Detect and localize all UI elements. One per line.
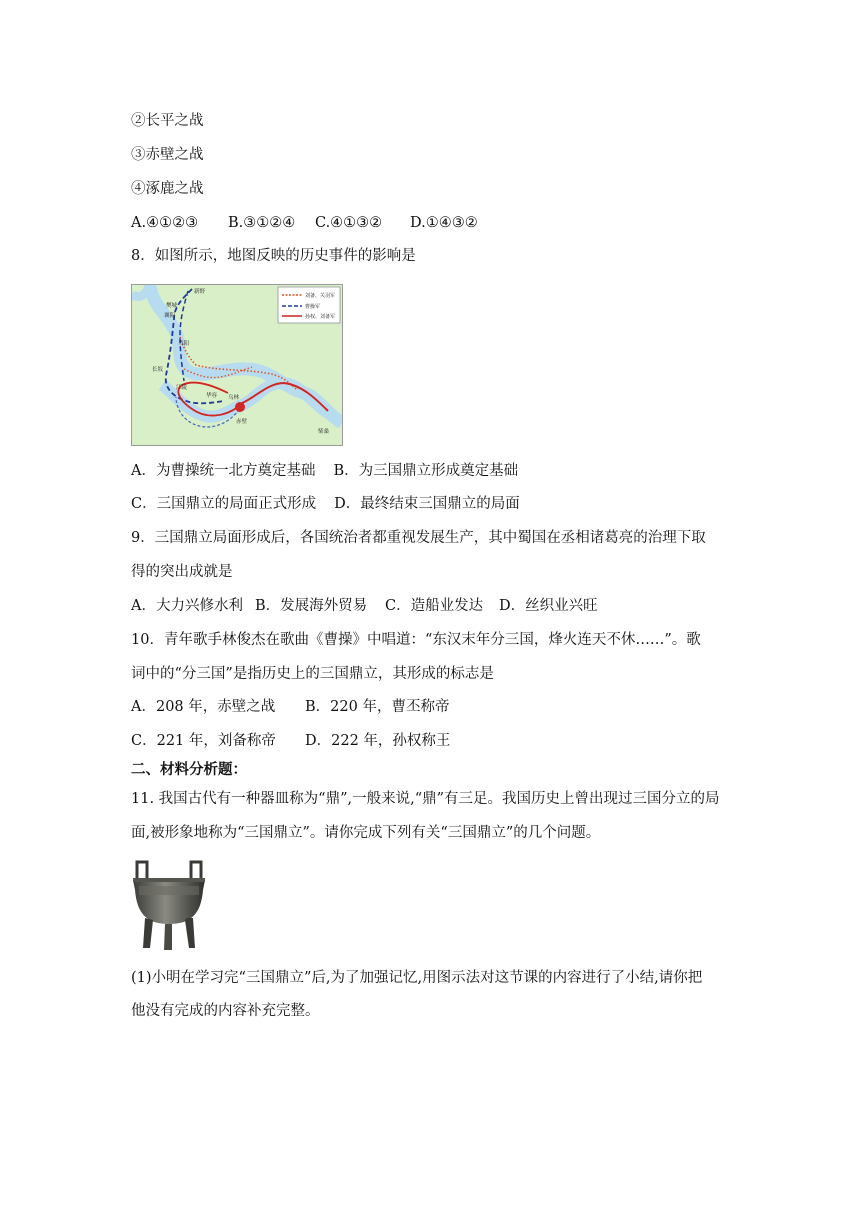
q8-option-row-1 bbox=[131, 461, 518, 481]
q9-option-c: C．造船业发达 bbox=[385, 598, 484, 614]
q8-option-c: C．三国鼎立的局面正式形成 bbox=[131, 496, 317, 512]
place-fancheng: 樊城 bbox=[166, 303, 178, 309]
upper-river bbox=[132, 285, 150, 297]
q9-stem-line-2: 得的突出成就是 bbox=[131, 564, 233, 580]
q11-sub1-line-2: 他没有完成的内容补充完整。 bbox=[131, 1003, 320, 1019]
q11-sub1-line-1: (1)小明在学习完“三国鼎立”后,为了加强记忆,用图示法对这节课的内容进行了小结,请你把 bbox=[131, 970, 703, 986]
q11-stem-line-2: 面,被形象地称为“三国鼎立”。请你完成下列有关“三国鼎立”的几个问题。 bbox=[131, 825, 601, 841]
q10-stem-line-1: 10．青年歌手林俊杰在歌曲《曹操》中唱道：“东汉末年分三国，烽火连天不休……”。歌 bbox=[131, 632, 701, 648]
place-chaisang: 柴桑 bbox=[318, 429, 330, 435]
q11-stem-line-1: 11. 我国古代有一种器皿称为“鼎”,一般来说,“鼎”有三足。我国历史上曾出现过三国分立的局 bbox=[131, 791, 720, 807]
ding-vessel-image bbox=[131, 856, 207, 952]
place-wulin: 乌林 bbox=[228, 395, 240, 401]
place-huarong: 华容 bbox=[206, 393, 218, 399]
q10-option-d: D．222 年，孙权称王 bbox=[305, 733, 451, 749]
battle-marker bbox=[235, 402, 245, 412]
q10-option-b: B．220 年，曹丕称帝 bbox=[305, 699, 450, 715]
q10-option-a: A．208 年，赤壁之战 bbox=[131, 699, 276, 715]
place-jiangling: 江陵 bbox=[176, 385, 188, 391]
q8-option-d: D．最终结束三国鼎立的局面 bbox=[334, 496, 520, 512]
q9-options bbox=[131, 596, 598, 616]
q7-item-4: ④涿鹿之战 bbox=[131, 181, 204, 197]
q8-stem: 8．如图所示，地图反映的历史事件的影响是 bbox=[131, 248, 416, 264]
place-xinye: 新野 bbox=[194, 289, 206, 295]
q7-item-3: ③赤壁之战 bbox=[131, 147, 204, 163]
legend-label-caocao: 曹操军 bbox=[305, 304, 321, 310]
place-xiangyang: 襄阳 bbox=[164, 313, 176, 319]
ding-drawing bbox=[131, 856, 207, 952]
place-changban: 长坂 bbox=[152, 367, 164, 373]
place-dangyang: 当阳 bbox=[178, 341, 190, 347]
legend-label-liubei: 刘备、关羽军 bbox=[305, 293, 336, 299]
q10-option-c: C．221 年，刘备称帝 bbox=[131, 733, 276, 749]
q7-item-2: ②长平之战 bbox=[131, 113, 204, 129]
q7-options bbox=[131, 213, 478, 233]
q7-option-c: C.④①③② bbox=[315, 215, 383, 231]
q8-option-b: B．为三国鼎立形成奠定基础 bbox=[333, 463, 519, 479]
q8-option-a: A．为曹操统一北方奠定基础 bbox=[131, 463, 316, 479]
battle-map bbox=[131, 284, 343, 446]
q9-stem-line-1: 9．三国鼎立局面形成后，各国统治者都重视发展生产，其中蜀国在丞相诸葛亮的治理下取 bbox=[131, 530, 706, 546]
q9-option-d: D．丝织业兴旺 bbox=[499, 598, 598, 614]
q7-option-d: D.①④③② bbox=[410, 215, 478, 231]
q8-option-row-2 bbox=[131, 494, 520, 514]
legend-label-sunliu: 孙权、刘备军 bbox=[305, 314, 336, 320]
q9-option-b: B．发展海外贸易 bbox=[255, 598, 368, 614]
q10-option-row-1 bbox=[131, 697, 449, 717]
q9-option-a: A．大力兴修水利 bbox=[131, 598, 243, 614]
q10-stem-line-2: 词中的“分三国”是指历史上的三国鼎立，其形成的标志是 bbox=[131, 666, 494, 682]
q7-option-b: B.③①②④ bbox=[228, 215, 296, 231]
place-chibi: 赤壁 bbox=[236, 419, 248, 425]
q7-option-a: A.④①②③ bbox=[131, 215, 199, 231]
section-heading: 二、材料分析题： bbox=[131, 761, 247, 778]
q10-option-row-2 bbox=[131, 731, 450, 751]
battle-map-drawing bbox=[132, 285, 342, 445]
